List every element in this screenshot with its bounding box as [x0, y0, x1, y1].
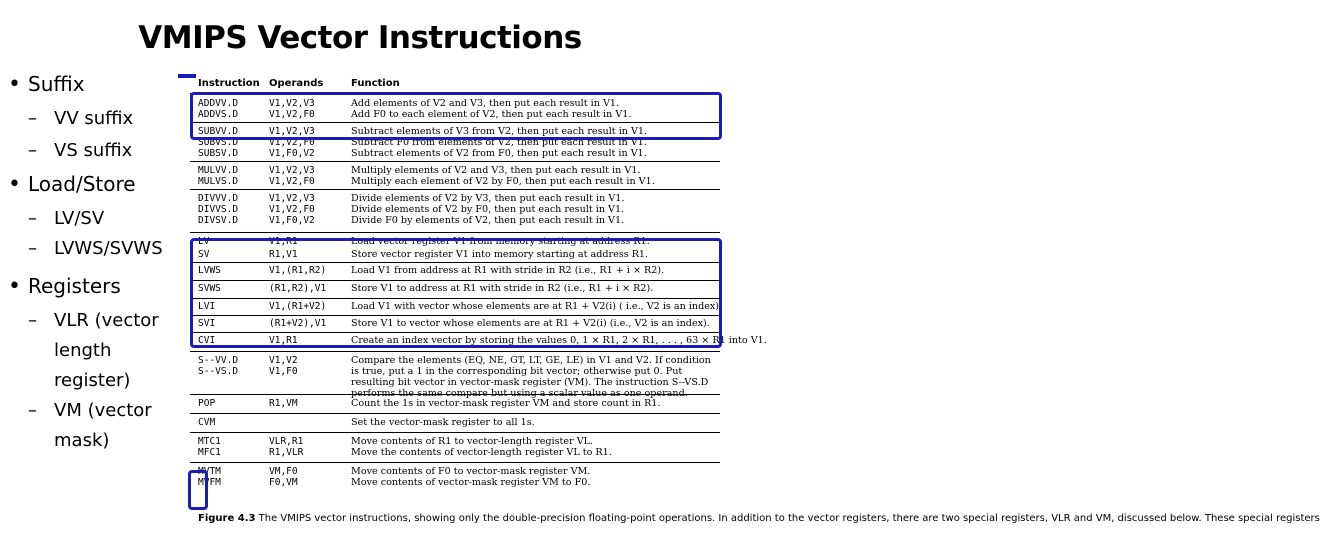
instruction-cell: CVI: [198, 335, 216, 346]
function-cell: Create an index vector by storing the values 0, 1 × R1, 2 × R1, . . . , 63 × R1 into V1.: [351, 335, 767, 346]
operands-cell: V1,V2,F0: [269, 176, 315, 187]
instruction-cell: DIVSV.D: [198, 215, 239, 226]
header-operands: Operands: [269, 78, 324, 89]
highlight-connector: [178, 74, 196, 78]
highlight-box-registers: [188, 470, 208, 510]
instruction-cell: MTC1: [198, 436, 221, 447]
operands-cell: VLR,R1: [269, 436, 304, 447]
operands-cell: V1,V2,V3: [269, 126, 315, 137]
operands-cell: V1,V2,V3: [269, 98, 315, 109]
dash-icon: –: [28, 310, 37, 331]
bullet-load-store: [8, 172, 136, 197]
instruction-cell: SVI: [198, 318, 216, 329]
function-cell: Subtract F0 from elements of V2, then put each result in V1.: [351, 137, 647, 148]
function-cell: Load V1 with vector whose elements are at R1 + V2(i) ( i.e., V2 is an index).: [351, 301, 723, 312]
function-cell: Subtract elements of V3 from V2, then put each result in V1.: [351, 126, 648, 137]
sub-bullet-label: LVWS/SVWS: [54, 238, 163, 259]
function-cell: Store vector register V1 into memory starting at address R1.: [351, 249, 649, 260]
dash-icon: –: [28, 140, 37, 161]
sub-bullet: [28, 104, 188, 134]
instruction-cell: LV: [198, 236, 210, 247]
row-divider: [190, 189, 720, 190]
sub-bullet-label: VV suffix: [54, 108, 134, 129]
function-cell: Compare the elements (EQ, NE, GT, LT, GE, LE) in V1 and V2. If condition is true, put a 1 in the corresponding bit vector; otherwise put 0. Put resulting bit vector in vector-mask register (VM). The instruction S--VS.D performs the same compare but using a scalar value as one operand.: [351, 355, 711, 399]
instruction-cell: SV: [198, 249, 210, 260]
instruction-cell: POP: [198, 398, 216, 409]
sub-bullet-label: VM (vector mask): [54, 400, 152, 451]
instruction-cell: MVTM: [198, 466, 221, 477]
instruction-cell: SUBVV.D: [198, 126, 239, 137]
function-cell: Divide elements of V2 by V3, then put each result in V1.: [351, 193, 625, 204]
function-cell: Divide elements of V2 by F0, then put each result in V1.: [351, 204, 625, 215]
instruction-cell: SUBVS.D: [198, 137, 239, 148]
operands-cell: V1,V2,F0: [269, 137, 315, 148]
highlight-box-suffix: [190, 92, 722, 140]
function-cell: Load vector register V1 from memory starting at address R1.: [351, 236, 650, 247]
row-divider: [190, 351, 720, 352]
operands-cell: V1,F0: [269, 366, 298, 377]
row-divider: [190, 232, 720, 233]
operands-cell: R1,V1: [269, 249, 298, 260]
function-cell: Load V1 from address at R1 with stride in R2 (i.e., R1 + i × R2).: [351, 265, 665, 276]
row-divider: [190, 394, 720, 395]
instruction-cell: S--VS.D: [198, 366, 239, 377]
header-function: Function: [351, 78, 400, 89]
dash-icon: –: [28, 108, 37, 129]
instruction-cell: DIVVS.D: [198, 204, 239, 215]
function-cell: Move the contents of vector-length register VL to R1.: [351, 447, 612, 458]
sub-bullet: [28, 204, 188, 234]
bullet-dot-icon: •: [8, 172, 21, 197]
instruction-cell: MULVS.D: [198, 176, 239, 187]
table-header: [190, 72, 720, 94]
operands-cell: F0,VM: [269, 477, 298, 488]
instruction-cell: LVWS: [198, 265, 221, 276]
bullet-registers: [8, 274, 121, 299]
instruction-cell: SUBSV.D: [198, 148, 239, 159]
instruction-cell: LVI: [198, 301, 216, 312]
sub-bullet-label: VS suffix: [54, 140, 133, 161]
function-cell: Move contents of F0 to vector-mask register VM.: [351, 466, 591, 477]
sub-bullet: [28, 136, 188, 166]
sub-bullet-label: LV/SV: [54, 208, 105, 229]
instruction-cell: SVWS: [198, 283, 221, 294]
function-cell: Count the 1s in vector-mask register VM and store count in R1.: [351, 398, 661, 409]
operands-cell: VM,F0: [269, 466, 298, 477]
caption-label: Figure 4.3: [198, 513, 256, 524]
operands-cell: V1,V2,F0: [269, 109, 315, 120]
highlight-box-load-store: [190, 238, 767, 348]
function-cell: Store V1 to address at R1 with stride in R2 (i.e., R1 + i × R2).: [351, 283, 654, 294]
function-cell: Multiply elements of V2 and V3, then put each result in V1.: [351, 165, 641, 176]
sub-bullet: [28, 234, 198, 264]
bullet-label: Load/Store: [28, 172, 136, 196]
caption-text: The VMIPS vector instructions, showing only the double-precision floating-point operations. In addition to the vector registers, there are two special registers, VLR and VM, discussed below. These special registers: [258, 513, 1320, 524]
bullet-suffix: [8, 72, 85, 97]
operands-cell: (R1,R2),V1: [269, 283, 327, 294]
dash-icon: –: [28, 400, 37, 421]
operands-cell: V1,V2,V3: [269, 165, 315, 176]
sub-bullet: [28, 306, 178, 396]
instruction-cell: MVFM: [198, 477, 221, 488]
operands-cell: V1,F0,V2: [269, 148, 315, 159]
instruction-cell: S--VV.D: [198, 355, 239, 366]
slide-title: VMIPS Vector Instructions: [138, 20, 582, 56]
figure-caption: [198, 513, 1320, 525]
operands-cell: V1,F0,V2: [269, 215, 315, 226]
operands-cell: R1,VLR: [269, 447, 304, 458]
row-divider: [190, 161, 720, 162]
instruction-cell: CVM: [198, 417, 216, 428]
function-cell: Subtract elements of V2 from F0, then put each result in V1.: [351, 148, 647, 159]
operands-cell: V1,R1: [269, 236, 298, 247]
instruction-cell: ADDVS.D: [198, 109, 239, 120]
sub-bullet: [28, 396, 178, 456]
function-cell: Move contents of R1 to vector-length register VL.: [351, 436, 594, 447]
function-cell: Store V1 to vector whose elements are at R1 + V2(i) (i.e., V2 is an index).: [351, 318, 710, 329]
sub-bullet-label: VLR (vector length register): [54, 310, 159, 391]
operands-cell: V1,R1: [269, 335, 298, 346]
dash-icon: –: [28, 208, 37, 229]
dash-icon: –: [28, 238, 37, 259]
function-cell: Add elements of V2 and V3, then put each result in V1.: [351, 98, 620, 109]
function-cell: Divide F0 by elements of V2, then put each result in V1.: [351, 215, 625, 226]
operands-cell: V1,(R1+V2): [269, 301, 327, 312]
bullet-dot-icon: •: [8, 72, 21, 97]
operands-cell: V1,(R1,R2): [269, 265, 327, 276]
operands-cell: V1,V2: [269, 355, 298, 366]
function-cell: Set the vector-mask register to all 1s.: [351, 417, 535, 428]
function-cell: Add F0 to each element of V2, then put each result in V1.: [351, 109, 632, 120]
instruction-cell: MFC1: [198, 447, 221, 458]
bullet-label: Suffix: [28, 72, 85, 96]
instruction-cell: ADDVV.D: [198, 98, 239, 109]
function-cell: Multiply each element of V2 by F0, then put each result in V1.: [351, 176, 655, 187]
bullet-label: Registers: [28, 274, 121, 298]
function-cell: Move contents of vector-mask register VM to F0.: [351, 477, 591, 488]
header-instruction: Instruction: [198, 78, 260, 89]
operands-cell: R1,VM: [269, 398, 298, 409]
instruction-cell: MULVV.D: [198, 165, 239, 176]
row-divider: [190, 413, 720, 414]
row-divider: [190, 462, 720, 463]
operands-cell: (R1+V2),V1: [269, 318, 327, 329]
operands-cell: V1,V2,V3: [269, 193, 315, 204]
operands-cell: V1,V2,F0: [269, 204, 315, 215]
row-divider: [190, 432, 720, 433]
bullet-dot-icon: •: [8, 274, 21, 299]
instruction-cell: DIVVV.D: [198, 193, 239, 204]
